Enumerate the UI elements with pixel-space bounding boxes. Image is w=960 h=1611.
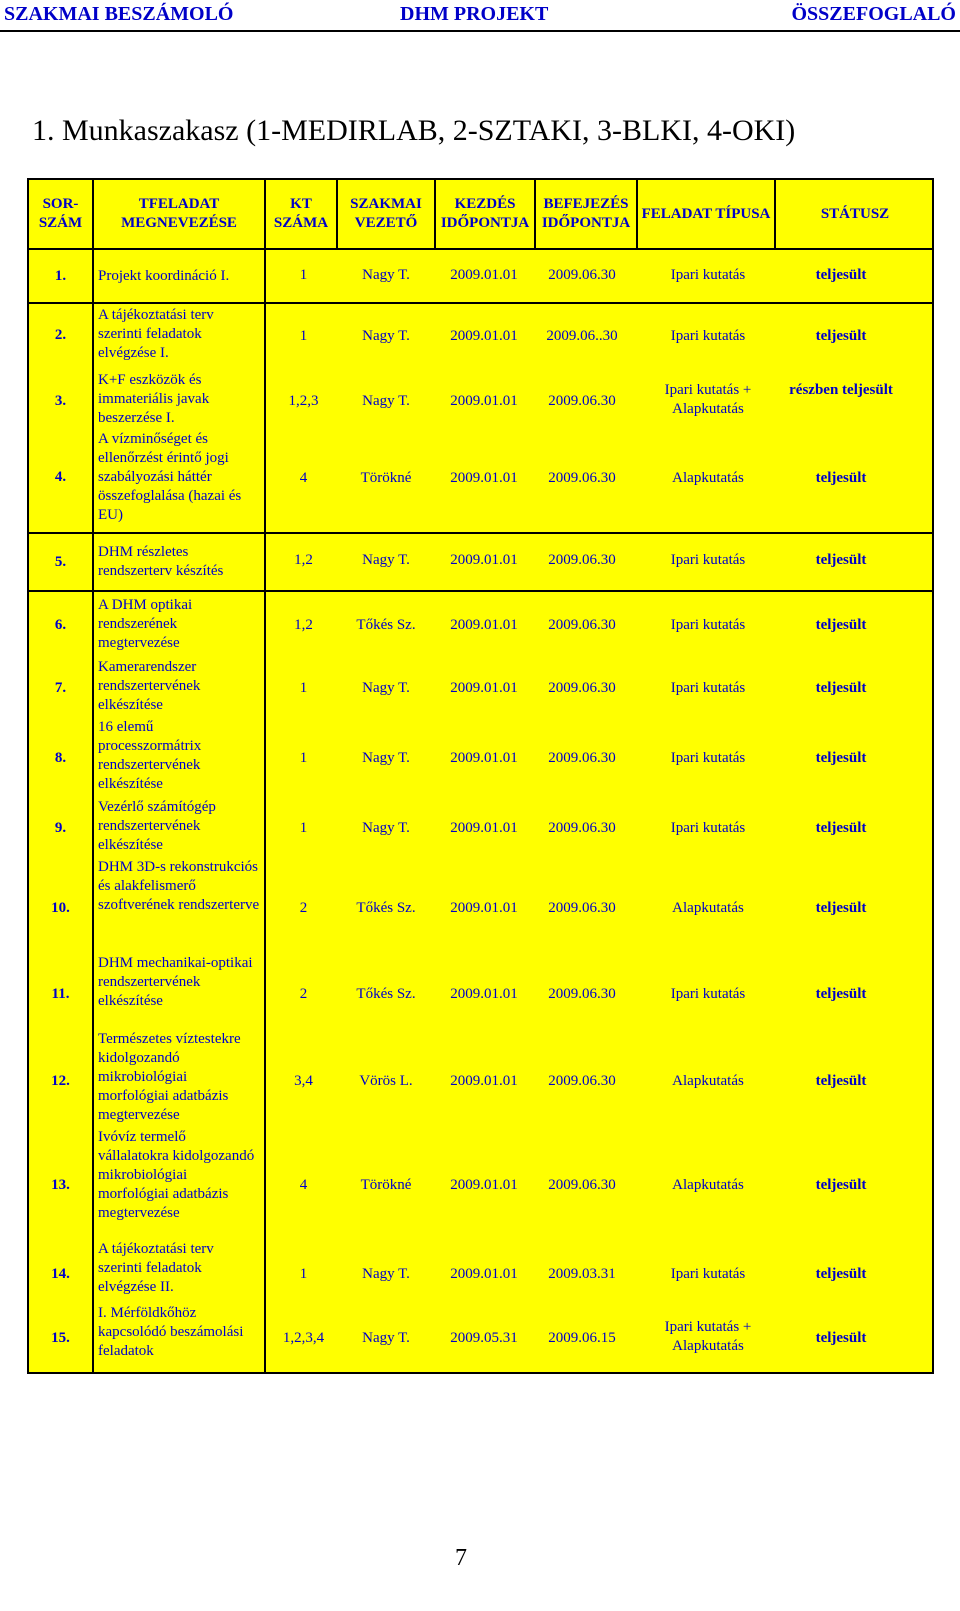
kt-value: 2 [299, 900, 308, 916]
end-date: 2009.06.30 [548, 267, 616, 283]
end-date: 2009.06.30 [548, 680, 616, 696]
end-date: 2009.06.30 [548, 1177, 616, 1193]
col-header-kezdes: KEZDÉS IDŐPONTJA [436, 180, 536, 248]
table-row [28, 303, 933, 533]
start-date: 2009.01.01 [450, 1073, 518, 1089]
table-header-row [28, 179, 933, 249]
task-type: Ipari kutatás [670, 750, 746, 766]
row-number: 3. [54, 393, 67, 409]
end-date: 2009.06.30 [548, 750, 616, 766]
status-value: teljesült [815, 820, 867, 836]
kt-value: 1 [299, 680, 308, 696]
col-header-feladat: TFELADAT MEGNEVEZÉSE [93, 179, 265, 249]
end-date: 2009.06.30 [548, 820, 616, 836]
row-number: 6. [54, 617, 67, 633]
leader-value: Nagy T. [362, 267, 410, 283]
start-date: 2009.01.01 [450, 267, 518, 283]
status-value: teljesült [815, 617, 867, 633]
row-number: 4. [54, 469, 67, 485]
task-name: DHM mechanikai-optikai rendszertervének elkészítése [98, 955, 253, 1009]
task-type: Alapkutatás [672, 1177, 744, 1193]
row-number: 14. [51, 1266, 70, 1282]
end-date: 2009.06..30 [546, 328, 618, 344]
start-date: 2009.01.01 [450, 617, 518, 633]
task-name: A vízminőséget és ellenőrzést érintő jogi szabályozási háttér összefoglalása (hazai és EU) [98, 431, 242, 523]
row-number: 9. [54, 820, 67, 836]
task-name: K+F eszközök és immateriális javak beszerzése I. [98, 372, 210, 426]
task-type: Alapkutatás [672, 900, 744, 916]
kt-value: 1,2,3 [288, 393, 319, 409]
task-type: Ipari kutatás [670, 1266, 746, 1282]
kt-value: 3,4 [294, 1073, 313, 1089]
status-value: teljesült [815, 470, 867, 486]
task-type: Alapkutatás [672, 1073, 744, 1089]
kt-value: 4 [299, 470, 308, 486]
end-date: 2009.06.30 [548, 393, 616, 409]
row-number: 13. [51, 1177, 70, 1193]
col-header-sor-szam: SOR-SZÁM [28, 179, 93, 249]
end-date: 2009.06.30 [548, 1073, 616, 1089]
kt-value: 1 [299, 267, 308, 283]
leader-value: Nagy T. [362, 680, 410, 696]
col-header-befejezes: BEFEJEZÉS IDŐPONTJA [536, 180, 638, 248]
task-name: Természetes víztestekre kidolgozandó mikrobiológiai morfológiai adatbázis megtervezése [98, 1031, 241, 1123]
section-title: 1. Munkaszakasz (1-MEDIRLAB, 2-SZTAKI, 3-BLKI, 4-OKI) [32, 114, 796, 147]
leader-value: Törökné [360, 470, 412, 486]
task-name: DHM 3D-s rekonstrukciós és alakfelismerő szoftverének rendszerterve [98, 859, 260, 913]
task-name: 16 elemű processzormátrix rendszertervének elkészítése [98, 719, 202, 792]
kt-value: 1,2,3,4 [282, 1330, 325, 1346]
end-date: 2009.06.15 [548, 1330, 616, 1346]
kt-value: 1 [299, 820, 308, 836]
end-date: 2009.06.30 [548, 986, 616, 1002]
leader-value: Nagy T. [362, 1266, 410, 1282]
leader-value: Tőkés Sz. [356, 617, 416, 633]
status-value: teljesült [815, 900, 867, 916]
task-type: Ipari kutatás [670, 328, 746, 344]
start-date: 2009.01.01 [450, 470, 518, 486]
status-value: teljesült [815, 552, 867, 568]
kt-value: 1 [299, 750, 308, 766]
task-type: Alapkutatás [672, 470, 744, 486]
kt-value: 2 [299, 986, 308, 1002]
leader-value: Nagy T. [362, 328, 410, 344]
table-row [28, 249, 933, 303]
task-type: Ipari kutatás [670, 267, 746, 283]
status-value: teljesült [815, 1177, 867, 1193]
start-date: 2009.01.01 [450, 750, 518, 766]
kt-value: 1,2 [294, 552, 313, 568]
start-date: 2009.01.01 [450, 820, 518, 836]
status-value: teljesült [815, 1073, 867, 1089]
start-date: 2009.01.01 [450, 1266, 518, 1282]
end-date: 2009.06.30 [548, 617, 616, 633]
header-middle: DHM PROJEKT [400, 3, 549, 25]
status-value: teljesült [815, 1266, 867, 1282]
page-number: 7 [455, 1545, 467, 1571]
col-header-statusz: STÁTUSZ [820, 205, 890, 222]
leader-value: Nagy T. [362, 393, 410, 409]
task-type: Ipari kutatás [670, 820, 746, 836]
row-number: 11. [51, 986, 70, 1002]
start-date: 2009.01.01 [450, 680, 518, 696]
task-table [27, 178, 934, 1374]
col-header-tipus: FELADAT TÍPUSA [638, 180, 776, 248]
running-header [0, 0, 960, 32]
leader-value: Nagy T. [362, 750, 410, 766]
start-date: 2009.01.01 [450, 552, 518, 568]
leader-value: Tőkés Sz. [356, 986, 416, 1002]
row-number: 2. [54, 327, 67, 343]
status-value: teljesült [815, 680, 867, 696]
end-date: 2009.06.30 [548, 900, 616, 916]
leader-value: Nagy T. [362, 1330, 410, 1346]
task-name: DHM részletes rendszerterv készítés [93, 533, 265, 591]
leader-value: Törökné [360, 1177, 412, 1193]
start-date: 2009.01.01 [450, 328, 518, 344]
row-number: 15. [51, 1330, 70, 1346]
task-type: Ipari kutatás [670, 552, 746, 568]
task-name: Projekt koordináció I. [93, 249, 265, 303]
col-header-kt: KT SZÁMA [266, 180, 338, 248]
start-date: 2009.05.31 [450, 1330, 518, 1346]
kt-value: 4 [299, 1177, 308, 1193]
col-header-vezeto: SZAKMAI VEZETŐ [338, 180, 436, 248]
status-value: teljesült [815, 1330, 867, 1346]
kt-value: 1 [299, 1266, 308, 1282]
table-row [28, 533, 933, 591]
kt-value: 1,2 [294, 617, 313, 633]
start-date: 2009.01.01 [450, 986, 518, 1002]
status-value: teljesült [815, 267, 867, 283]
table-row [28, 591, 933, 1373]
end-date: 2009.06.30 [548, 552, 616, 568]
start-date: 2009.01.01 [450, 1177, 518, 1193]
task-type: Ipari kutatás + Alapkutatás [664, 382, 752, 417]
leader-value: Tőkés Sz. [356, 900, 416, 916]
task-name: A tájékoztatási terv szerinti feladatok elvégzése II. [98, 1241, 214, 1295]
row-number: 12. [51, 1073, 70, 1089]
status-value: teljesült [815, 328, 867, 344]
status-value: teljesült [815, 986, 867, 1002]
task-type: Ipari kutatás [670, 617, 746, 633]
leader-value: Nagy T. [362, 820, 410, 836]
task-name: Kamerarendszer rendszertervének elkészítése [98, 659, 201, 713]
leader-value: Vörös L. [359, 1073, 413, 1089]
status-value: teljesült [815, 750, 867, 766]
header-left: SZAKMAI BESZÁMOLÓ [4, 3, 234, 25]
task-name: Vezérlő számítógép rendszertervének elkészítése [98, 799, 216, 853]
row-number: 1. [28, 249, 93, 303]
start-date: 2009.01.01 [450, 900, 518, 916]
end-date: 2009.03.31 [548, 1266, 616, 1282]
end-date: 2009.06.30 [548, 470, 616, 486]
task-type: Ipari kutatás [670, 986, 746, 1002]
kt-value: 1 [299, 328, 308, 344]
start-date: 2009.01.01 [450, 393, 518, 409]
task-type: Ipari kutatás + Alapkutatás [664, 1319, 752, 1354]
leader-value: Nagy T. [362, 552, 410, 568]
task-name: I. Mérföldkőhöz kapcsolódó beszámolási feladatok [98, 1305, 244, 1359]
task-name: Ivóvíz termelő vállalatokra kidolgozandó mikrobiológiai morfológiai adatbázis megtervezése [98, 1129, 255, 1221]
status-value: részben teljesült [789, 382, 893, 398]
row-number: 8. [54, 750, 67, 766]
row-number: 5. [28, 533, 93, 591]
row-number: 10. [51, 900, 70, 916]
task-name: A tájékoztatási terv szerinti feladatok elvégzése I. [98, 307, 214, 361]
header-right: ÖSSZEFOGLALÓ [791, 3, 956, 25]
row-number: 7. [54, 680, 67, 696]
task-type: Ipari kutatás [670, 680, 746, 696]
task-name: A DHM optikai rendszerének megtervezése [98, 597, 193, 651]
